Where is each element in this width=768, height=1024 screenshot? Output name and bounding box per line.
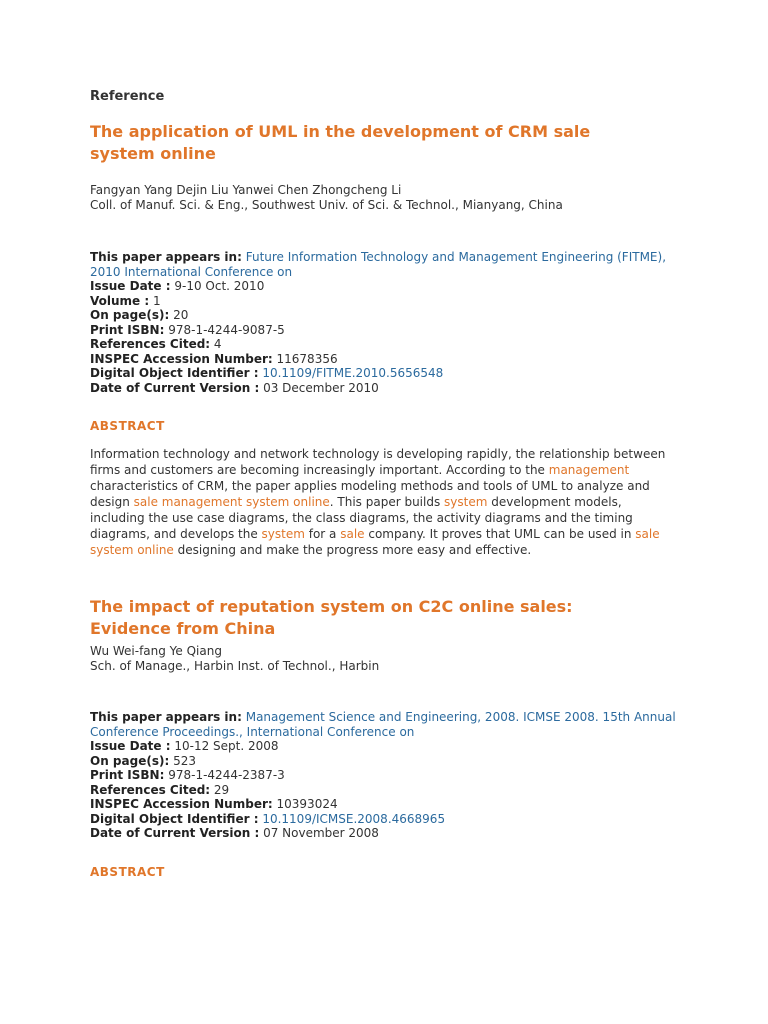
- abstract-heading: ABSTRACT: [90, 419, 165, 433]
- abstract-text-part: company. It proves that UML can be used in: [364, 527, 636, 541]
- issue-date-row: [90, 739, 690, 754]
- isbn-label: Print ISBN:: [90, 768, 165, 782]
- paper-authors-block: [90, 183, 690, 213]
- appears-in-link[interactable]: Future Information Technology and Management Engineering (FITME), 2010 International Conference on: [90, 250, 667, 279]
- current-version-value: 07 November 2008: [263, 826, 379, 840]
- abstract-text-part: . This paper builds: [329, 495, 445, 509]
- abstract-text-part: development models, including the use case diagrams, the class diagrams, the activity diagrams and the timing diagrams, and develops the: [90, 495, 633, 541]
- issue-date-value: 9-10 Oct. 2010: [174, 279, 265, 293]
- inspec-value: 11678356: [276, 351, 338, 366]
- issue-date-row: [90, 279, 690, 294]
- appears-in-label: This paper appears in:: [90, 710, 242, 724]
- current-version-row: [90, 826, 690, 841]
- paper-title: The impact of reputation system on C2C online sales: Evidence from China: [90, 597, 573, 638]
- current-version-label: Date of Current Version :: [90, 380, 260, 395]
- pages-label: On page(s):: [90, 753, 170, 768]
- inspec-row: [90, 352, 690, 367]
- current-version-row: [90, 381, 690, 396]
- inspec-label: INSPEC Accession Number:: [90, 351, 273, 366]
- abstract-text-part: designing and make the progress more easy and effective.: [173, 543, 532, 557]
- paper-authors: Fangyan Yang Dejin Liu Yanwei Chen Zhongcheng Li: [90, 183, 402, 197]
- abstract-highlight: sale system online: [90, 527, 660, 557]
- paper-title: The application of UML in the development of CRM sale system online: [90, 122, 591, 163]
- doi-label: Digital Object Identifier :: [90, 811, 259, 826]
- inspec-row: [90, 797, 690, 812]
- issue-date-value: 10-12 Sept. 2008: [174, 739, 279, 753]
- doi-link[interactable]: 10.1109/ICMSE.2008.4668965: [262, 811, 446, 826]
- paper-affiliation: Coll. of Manuf. Sci. & Eng., Southwest Univ. of Sci. & Technol., Mianyang, China: [90, 198, 563, 212]
- abstract-text: [90, 446, 680, 558]
- paper-metadata: [90, 250, 690, 395]
- volume-row: [90, 294, 690, 309]
- references-row: [90, 783, 690, 798]
- abstract-heading: ABSTRACT: [90, 865, 165, 879]
- current-version-value: 03 December 2010: [263, 380, 379, 395]
- pages-label: On page(s):: [90, 308, 170, 322]
- abstract-highlight: sale management system online: [133, 495, 330, 509]
- appears-in-row: [90, 250, 690, 279]
- pages-value: 20: [173, 308, 189, 322]
- abstract-highlight: system: [261, 527, 305, 541]
- section-heading: Reference: [90, 89, 165, 104]
- appears-in-link[interactable]: Management Science and Engineering, 2008. ICMSE 2008. 15th Annual Conference Proceedings., International Conference on: [90, 710, 676, 739]
- pages-row: [90, 308, 690, 323]
- issue-date-label: Issue Date :: [90, 279, 171, 293]
- abstract-text-part: for a: [304, 527, 341, 541]
- volume-value: 1: [152, 293, 161, 308]
- paper-affiliation: Sch. of Manage., Harbin Inst. of Technol., Harbin: [90, 659, 380, 673]
- abstract-highlight: system: [444, 495, 488, 509]
- inspec-label: INSPEC Accession Number:: [90, 797, 273, 811]
- pages-value: 523: [173, 753, 196, 768]
- issue-date-label: Issue Date :: [90, 739, 171, 753]
- paper-authors: Wu Wei-fang Ye Qiang: [90, 644, 222, 658]
- volume-label: Volume :: [90, 293, 150, 308]
- doi-row: [90, 812, 690, 827]
- isbn-value: 978-1-4244-9087-5: [168, 322, 285, 337]
- references-row: [90, 337, 690, 352]
- references-label: References Cited:: [90, 782, 211, 797]
- doi-label: Digital Object Identifier :: [90, 366, 259, 380]
- isbn-row: [90, 768, 690, 783]
- isbn-label: Print ISBN:: [90, 322, 165, 337]
- isbn-row: [90, 323, 690, 338]
- appears-in-row: [90, 710, 690, 739]
- paper-metadata: [90, 710, 690, 841]
- appears-in-label: This paper appears in:: [90, 250, 242, 264]
- abstract-text-part: characteristics of CRM, the paper applies modeling methods and tools of UML to analyze and design: [90, 479, 650, 509]
- doi-link[interactable]: 10.1109/FITME.2010.5656548: [262, 366, 444, 380]
- current-version-label: Date of Current Version :: [90, 826, 260, 840]
- references-value: 4: [213, 337, 222, 351]
- abstract-text-part: Information technology and network technology is developing rapidly, the relationship between firms and customers are becoming increasingly important. According to the: [90, 447, 666, 477]
- paper-authors-block: [90, 644, 690, 674]
- references-value: 29: [213, 782, 230, 797]
- inspec-value: 10393024: [276, 797, 338, 811]
- abstract-highlight: sale: [340, 527, 365, 541]
- doi-row: [90, 366, 690, 381]
- references-label: References Cited:: [90, 337, 211, 351]
- abstract-highlight: management: [548, 463, 630, 477]
- pages-row: [90, 754, 690, 769]
- isbn-value: 978-1-4244-2387-3: [168, 768, 285, 782]
